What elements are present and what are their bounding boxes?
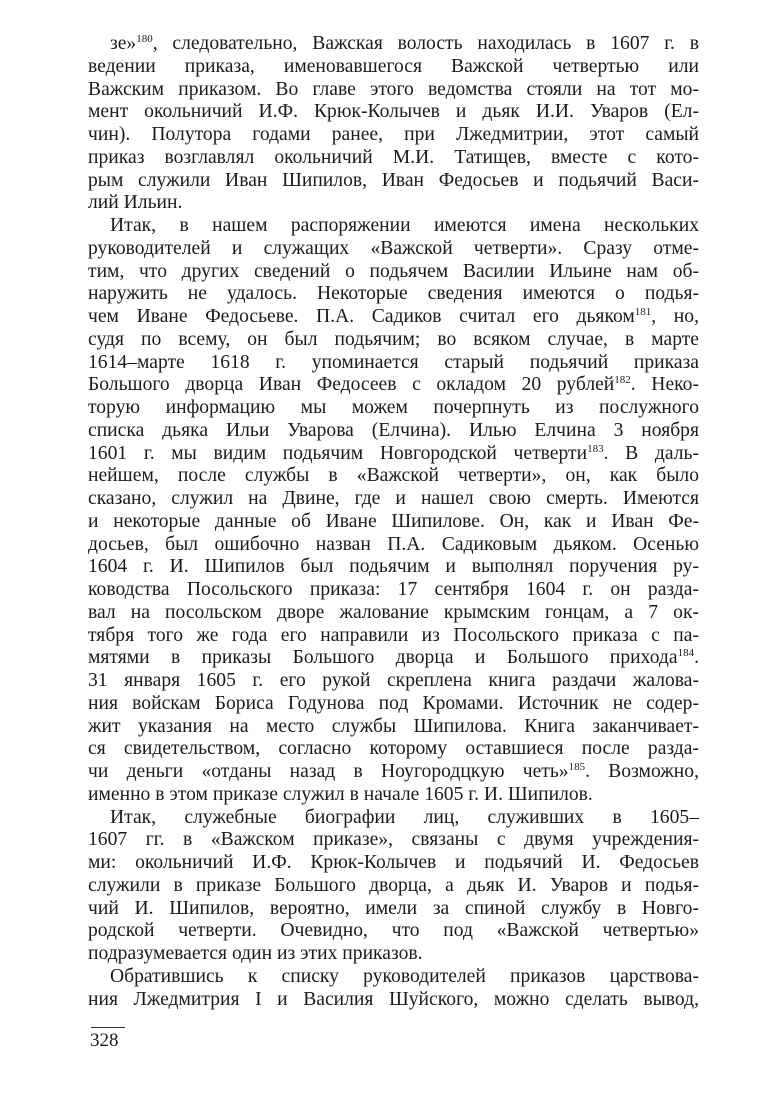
- paragraph: [88, 33, 699, 215]
- footnote-ref: 181: [634, 306, 652, 318]
- footnote-ref: 182: [614, 374, 631, 387]
- text-segment: торую информацию мы можем почерпнуть из послужного: [88, 397, 699, 418]
- text-line: [88, 283, 699, 306]
- page-number: 328: [90, 1030, 119, 1051]
- text-line: [88, 192, 699, 215]
- text-line: [88, 579, 699, 602]
- text-line: [88, 738, 699, 761]
- text-segment: 1614–марте 1618 г. упоминается старый подьячий приказа: [88, 351, 699, 373]
- text-segment: чин). Полутора годами ранее, при Лжедмитрии, этот самый: [88, 124, 699, 145]
- text-segment: тим, что других сведений о подьячем Василии Ильине нам об-: [88, 260, 699, 282]
- text-line: [88, 966, 699, 989]
- text-line: [88, 989, 699, 1012]
- text-segment: Итак, служебные биографии лиц, служивших в 1605–: [110, 806, 699, 828]
- text-segment: ми: окольничий И.Ф. Крюк-Колычев и подьячий И. Федосьев: [88, 852, 699, 873]
- text-segment: Итак, в нашем распоряжении имеются имена нескольких: [110, 215, 699, 236]
- text-line: [88, 920, 699, 943]
- text-segment: списка дьяка Ильи Уварова (Елчина). Илью Елчина 3 ноября: [88, 419, 699, 441]
- text-line: [88, 170, 699, 193]
- text-segment: ся свидетельством, согласно которому оставшиеся после разда-: [88, 738, 699, 760]
- text-segment: чий И. Шипилов, вероятно, имели за спиной службу в Новго-: [88, 897, 699, 919]
- text-segment: ведении приказа, именовавшегося Важской четвертью или: [88, 55, 699, 77]
- text-line: [88, 488, 699, 511]
- text-line: [88, 670, 699, 693]
- text-segment: . Неко-: [630, 374, 699, 396]
- text-segment: мент окольничий И.Ф. Крюк-Колычев и дьяк И.И. Уваров (Ел-: [88, 101, 699, 123]
- text-segment: зе»: [110, 33, 137, 54]
- text-segment: .: [694, 647, 699, 669]
- text-line: [88, 898, 699, 921]
- text-segment: Большого дворца Иван Федосеев с окладом 20 рублей: [88, 374, 615, 396]
- page-number-rule: [91, 1027, 125, 1028]
- text-line: [88, 784, 699, 807]
- text-line: [88, 534, 699, 557]
- text-segment: . В даль-: [603, 442, 699, 464]
- text-line: [88, 306, 699, 329]
- text-line: [88, 352, 699, 375]
- text-line: [88, 261, 699, 284]
- text-segment: ния Лжедмитрия I и Василия Шуйского, можно сделать вывод,: [88, 988, 699, 1010]
- text-segment: Важским приказом. Во главе этого ведомства стояли на тот мо-: [88, 78, 699, 100]
- text-line: [88, 397, 699, 420]
- text-segment: . Возможно,: [585, 761, 699, 782]
- text-line: [88, 807, 699, 830]
- text-segment: именно в этом приказе служил в начале 1605 г. И. Шипилов.: [88, 783, 593, 805]
- text-segment: , но,: [651, 306, 699, 327]
- text-line: [88, 875, 699, 898]
- text-segment: , следовательно, Важская волость находилась в 1607 г. в: [152, 33, 699, 54]
- text-line: [88, 511, 699, 534]
- text-line: [88, 943, 699, 966]
- text-line: [88, 215, 699, 238]
- text-line: [88, 443, 699, 466]
- text-line: [88, 238, 699, 261]
- text-segment: жит указания на место службы Шипилова. Книга заканчивает-: [88, 715, 699, 737]
- text-line: [88, 374, 699, 397]
- text-line: [88, 465, 699, 488]
- footnote-ref: 185: [568, 761, 586, 773]
- paragraph: [88, 807, 699, 966]
- text-segment: рым служили Иван Шипилов, Иван Федосьев и подьячий Васи-: [88, 169, 699, 191]
- text-segment: 1604 г. И. Шипилов был подьячим и выполнял поручения ру-: [88, 556, 699, 578]
- text-segment: родской четверти. Очевидно, что под «Важской четвертью»: [88, 920, 699, 942]
- text-segment: приказ возглавлял окольничий М.И. Татищев, вместе с кото-: [88, 146, 699, 168]
- text-segment: чи деньги «отданы назад в Ноугородцкую четь»: [88, 761, 569, 782]
- text-line: [88, 693, 699, 716]
- text-line: [88, 716, 699, 739]
- text-line: [88, 33, 699, 56]
- text-segment: вал на посольском дворе жалование крымским гонцам, а 7 ок-: [88, 601, 699, 623]
- text-segment: судя по всему, он был подьячим; во всяком случае, в марте: [88, 328, 699, 350]
- text-segment: служили в приказе Большого дворца, а дьяк И. Уваров и подья-: [88, 874, 699, 896]
- text-segment: 31 января 1605 г. его рукой скреплена книга раздачи жалова-: [88, 670, 699, 691]
- footnote-ref: 180: [136, 33, 153, 45]
- text-segment: 1601 г. мы видим подьячим Новгородской четверти: [88, 442, 588, 464]
- text-segment: 1607 гг. в «Важском приказе», связаны с двумя учреждения-: [88, 829, 699, 851]
- text-segment: досьев, был ошибочно назван П.А. Садиковым дьяком. Осенью: [88, 533, 699, 555]
- footnote-ref: 184: [677, 647, 695, 660]
- text-line: [88, 625, 699, 648]
- text-segment: ния войскам Бориса Годунова под Кромами. Источник не содер-: [88, 692, 699, 714]
- text-segment: наружить не удалось. Некоторые сведения имеются о подья-: [88, 283, 699, 305]
- text-line: [88, 420, 699, 443]
- text-line: [88, 852, 699, 875]
- text-line: [88, 761, 699, 784]
- page-body-text: [88, 33, 699, 1011]
- text-line: [88, 79, 699, 102]
- text-segment: ководства Посольского приказа: 17 сентября 1604 г. он разда-: [88, 579, 699, 600]
- text-segment: руководителей и служащих «Важской четверти». Сразу отме-: [88, 237, 699, 259]
- text-segment: и некоторые данные об Иване Шипилове. Он, как и Иван Фе-: [88, 510, 699, 532]
- text-segment: нейшем, после службы в «Важской четверти», он, как было: [88, 465, 699, 487]
- text-segment: тября того же года его направили из Посольского приказа с па-: [88, 624, 699, 646]
- text-line: [88, 556, 699, 579]
- text-line: [88, 56, 699, 79]
- text-line: [88, 829, 699, 852]
- paragraph: [88, 966, 699, 1012]
- text-segment: лий Ильин.: [88, 192, 183, 214]
- paragraph: [88, 215, 699, 807]
- text-line: [88, 647, 699, 670]
- text-line: [88, 124, 699, 147]
- text-segment: подразумевается один из этих приказов.: [88, 943, 423, 964]
- text-segment: Обратившись к списку руководителей приказов царствова-: [110, 965, 699, 987]
- text-line: [88, 147, 699, 170]
- text-line: [88, 329, 699, 352]
- text-segment: сказано, служил на Двине, где и нашел свою смерть. Имеются: [88, 488, 699, 509]
- text-segment: чем Иване Федосьеве. П.А. Садиков считал его дьяком: [88, 306, 635, 327]
- text-segment: мятями в приказы Большого дворца и Большого прихода: [88, 647, 678, 669]
- text-line: [88, 101, 699, 124]
- footnote-ref: 183: [587, 442, 604, 455]
- text-line: [88, 602, 699, 625]
